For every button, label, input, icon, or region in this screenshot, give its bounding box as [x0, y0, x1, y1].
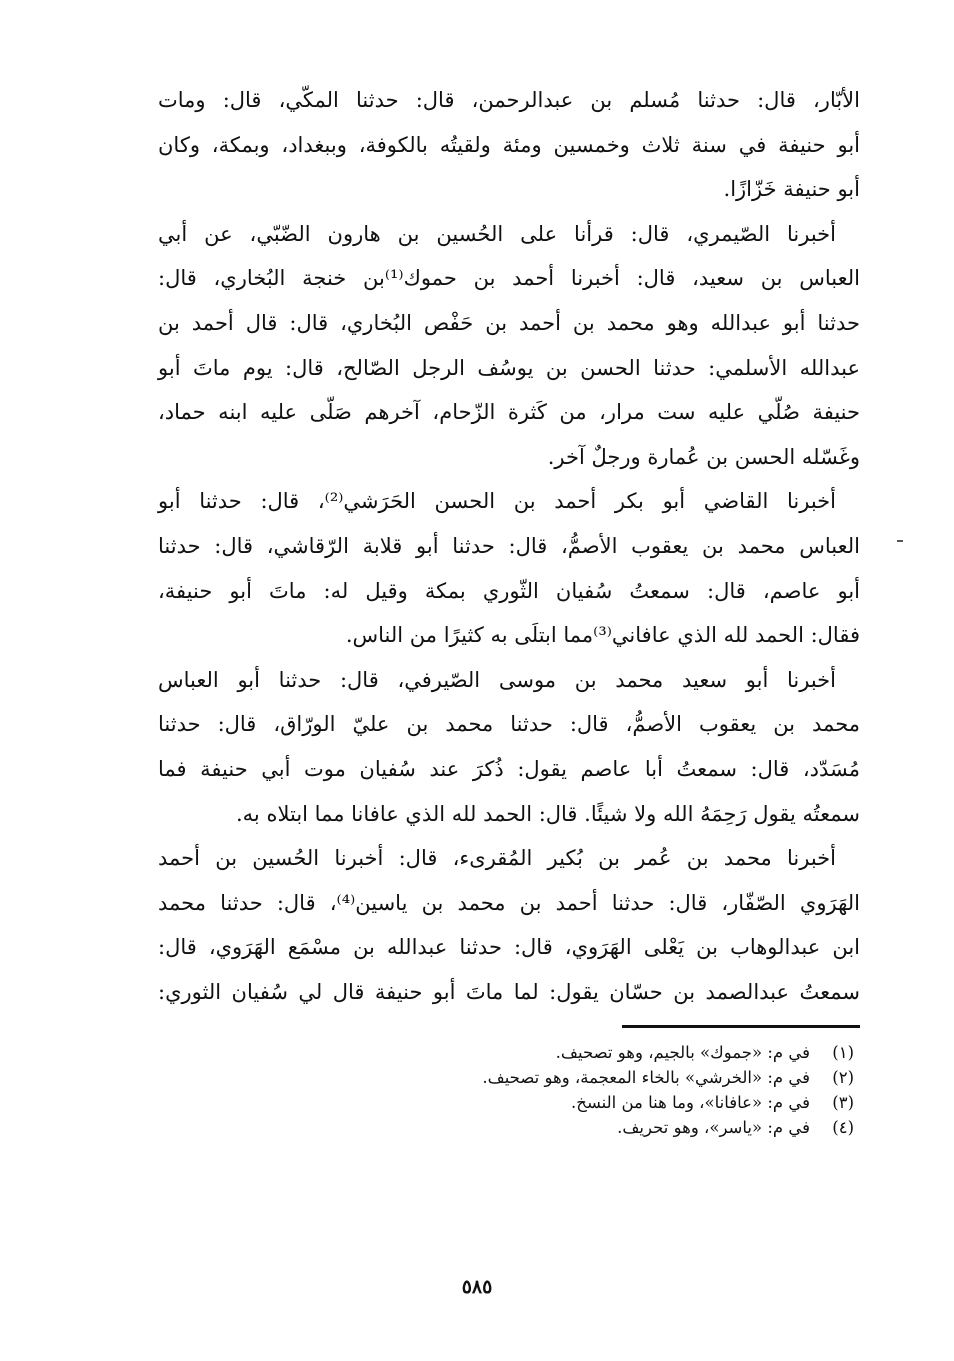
- text-line: حنيفة صُلّي عليه ست مرار، من كَثرة الزّحام، آخرهم صَلّى عليه ابنه حماد،: [158, 400, 860, 425]
- footnote-item: [434, 1090, 854, 1115]
- text-line: ابن عبدالوهاب بن يَعْلى الهَرَوي، قال: حدثنا عبدالله بن مسْمَع الهَرَوي، قال:: [158, 935, 860, 960]
- footnote-text: في م: «جموك» بالجيم، وهو تصحيف.: [555, 1043, 810, 1062]
- text-line: فقال: الحمد لله الذي عافاني⁽³⁾مما ابتلَى به كثيرًا من الناس.: [345, 623, 860, 648]
- text-line: أخبرنا أبو سعيد محمد بن موسى الصّيرفي، قال: حدثنا أبو العباس: [158, 667, 836, 692]
- text-line: مُسَدّد، قال: سمعتُ أبا عاصم يقول: ذُكرَ عند سُفيان موت أبي حنيفة فما: [158, 756, 860, 781]
- text-line: سمعتُه يقول رَحِمَهُ الله ولا شيئًا. قال: الحمد لله الذي عافانا مما ابتلاه به.: [236, 801, 860, 826]
- paragraph-2: [158, 212, 860, 480]
- scan-mark: [897, 540, 903, 542]
- main-text: [158, 78, 860, 1014]
- text-line: حدثنا أبو عبدالله وهو محمد بن أحمد بن حَفْص البُخاري، قال: قال أحمد بن: [158, 310, 860, 335]
- footnote-number: (٤): [832, 1118, 854, 1137]
- footnote-divider: [622, 1025, 860, 1028]
- text-line: أبو عاصم، قال: سمعتُ سُفيان الثّوري بمكة وقيل له: ماتَ أبو حنيفة،: [158, 578, 860, 603]
- paragraph-1: [158, 78, 860, 212]
- text-line: وغَسّله الحسن بن عُمارة ورجلٌ آخر.: [547, 444, 860, 469]
- footnote-number: (٣): [832, 1093, 854, 1112]
- footnote-text: في م: «عافانا»، وما هنا من النسخ.: [571, 1093, 810, 1112]
- text-line: أبو حنيفة خَزّازًا.: [723, 177, 860, 202]
- page-number: ٥٨٥: [461, 1276, 493, 1298]
- text-line: أبو حنيفة في سنة ثلاث وخمسين ومئة ولقيتُه بالكوفة، وببغداد، وبمكة، وكان: [158, 132, 860, 157]
- text-line: الهَرَوي الصّفّار، قال: حدثنا أحمد بن محمد بن ياسين⁽⁴⁾، قال: حدثنا محمد: [158, 890, 860, 915]
- footnotes: [434, 1040, 854, 1140]
- text-line: عبدالله الأسلمي: حدثنا الحسن بن يوسُف الرجل الصّالح، قال: يوم ماتَ أبو: [158, 355, 860, 380]
- paragraph-5: [158, 836, 860, 1014]
- text-line: أخبرنا القاضي أبو بكر أحمد بن الحسن الحَرَشي⁽²⁾، قال: حدثنا أبو: [158, 489, 837, 514]
- text-line: الأبّار، قال: حدثنا مُسلم بن عبدالرحمن، قال: حدثنا المكّي، قال: ومات: [158, 88, 860, 112]
- text-line: أخبرنا محمد بن عُمر بن بُكير المُقرىء، قال: أخبرنا الحُسين بن أحمد: [158, 846, 836, 871]
- text-line: أخبرنا الصّيمري، قال: قرأنا على الحُسين بن هارون الضّبّي، عن أبي: [158, 221, 837, 246]
- footnote-text: في م: «الخرشي» بالخاء المعجمة، وهو تصحيف.: [482, 1068, 810, 1087]
- text-line: العباس بن سعيد، قال: أخبرنا أحمد بن حموك⁽¹⁾بن خنجة البُخاري، قال:: [158, 266, 860, 291]
- text-line: محمد بن يعقوب الأصمُّ، قال: حدثنا محمد بن عليّ الورّاق، قال: حدثنا: [158, 712, 860, 737]
- text-line: سمعتُ عبدالصمد بن حسّان يقول: لما ماتَ أبو حنيفة قال لي سُفيان الثوري:: [158, 979, 860, 1004]
- footnote-item: [434, 1115, 854, 1140]
- footnote-number: (٢): [832, 1068, 854, 1087]
- text-line: العباس محمد بن يعقوب الأصمُّ، قال: حدثنا أبو قلابة الرّقاشي، قال: حدثنا: [158, 533, 860, 558]
- paragraph-3: [158, 479, 860, 657]
- paragraph-4: [158, 658, 860, 836]
- footnote-item: [434, 1065, 854, 1090]
- footnote-text: في م: «ياسر»، وهو تحريف.: [617, 1118, 810, 1137]
- footnote-item: [434, 1040, 854, 1065]
- footnote-number: (١): [832, 1043, 854, 1062]
